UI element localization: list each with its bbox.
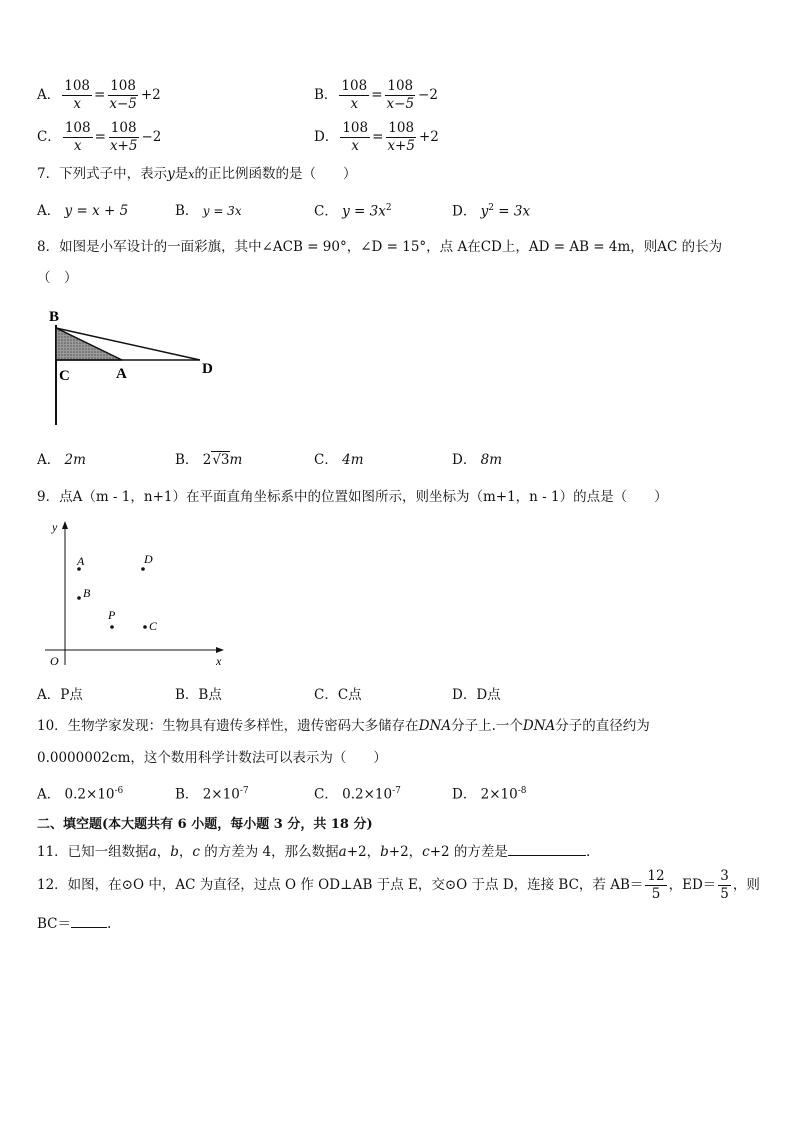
q7-option-a [37, 203, 128, 219]
denominator: 5 [720, 886, 729, 902]
q12-stem-line1 [37, 868, 760, 903]
q10-stem-line1 [37, 718, 650, 734]
origin-label: O [50, 654, 59, 668]
option-label: C． [314, 452, 338, 468]
numerator: 108 [342, 120, 369, 136]
numerator: 108 [387, 78, 414, 94]
label-a: A [116, 366, 127, 382]
q9-option-d: D．D点 [452, 687, 501, 703]
q9-stem: 9．点A（m - 1，n+1）在平面直角坐标系中的位置如图所示，则坐标为（m+1，n - 1）的点是（ ） [37, 489, 668, 505]
exponent: 2 [385, 203, 392, 213]
unit: m [229, 452, 243, 468]
coefficient: 2 [202, 452, 212, 468]
option-value: 8m [480, 452, 503, 468]
fraction [108, 120, 140, 155]
denominator: x [73, 138, 82, 154]
option-label: D． [452, 786, 477, 803]
equals: = [94, 129, 106, 146]
q10-option-d [452, 786, 527, 803]
fraction [385, 120, 417, 155]
q7-stem-end: 的正比例函数的是（ ） [194, 166, 357, 182]
q12-stem-line2 [37, 915, 111, 932]
q9-option-c: C．C点 [314, 687, 362, 703]
q6-option-a [37, 78, 161, 113]
equals: = [371, 87, 383, 104]
denominator: x+5 [109, 138, 138, 154]
separator: ， [156, 844, 171, 860]
denominator: x [350, 96, 359, 112]
var-a: a [148, 844, 157, 860]
q10-stem-line2: 0.0000002cm，这个数用科学计数法可以表示为（ ） [37, 750, 387, 766]
var-x: x [188, 168, 195, 181]
numerator: 108 [341, 78, 368, 94]
var-a: a [338, 844, 347, 860]
var-y: y [167, 166, 175, 182]
option-value: 4m [342, 452, 364, 468]
q11-text: +2 的方差是 [429, 844, 508, 860]
answer-blank[interactable] [71, 915, 107, 928]
option-label: D． [452, 452, 477, 468]
section-heading: 二、填空题(本大题共有 6 小题，每小题 3 分，共 18 分) [37, 817, 373, 832]
q12-text: ，ED＝ [668, 877, 717, 894]
option-value: y = 3x [202, 204, 242, 218]
q9-option-b: B．B点 [175, 687, 222, 703]
point-d [141, 567, 145, 571]
option-label: C． [314, 203, 338, 220]
equals: = [372, 129, 384, 146]
numerator: 108 [388, 120, 415, 136]
fraction-ab [645, 868, 666, 903]
option-label: C． [314, 786, 338, 803]
q7-option-c [314, 203, 392, 220]
q8-flag-figure [40, 303, 230, 428]
term-dna: DNA [418, 718, 452, 734]
q11-text: +2， [388, 844, 423, 860]
q6-option-b [314, 78, 438, 113]
fraction [63, 120, 93, 155]
answer-blank[interactable] [508, 843, 586, 856]
option-value-base: y [480, 203, 489, 220]
q11-stem [37, 843, 590, 860]
constant-term: +2 [140, 87, 161, 104]
numerator: 108 [110, 78, 136, 94]
denominator: x−5 [386, 96, 415, 112]
q7-option-b [175, 203, 242, 219]
option-value: 2m [64, 452, 86, 468]
exponent: -7 [392, 786, 401, 796]
option-label: D． [314, 129, 339, 146]
exponent: -8 [517, 786, 527, 796]
base: 0.2×10 [64, 786, 115, 803]
point-a-label: A [77, 554, 85, 568]
var-c: c [192, 844, 200, 860]
fraction [107, 78, 139, 113]
q8-option-d [452, 452, 502, 468]
point-d-label: D [144, 552, 153, 566]
exponent: -6 [114, 786, 124, 796]
q8-stem-line1: 8．如图是小军设计的一面彩旗，其中∠ACB = 90°，∠D = 15°，点 A在CD上，AD = AB = 4m，则AC 的长为 [37, 239, 723, 255]
label-d: D [202, 361, 213, 377]
q9-coordinate-figure [40, 515, 240, 675]
point-p [110, 625, 114, 629]
x-axis-label: x [216, 654, 222, 668]
q11-text: +2， [346, 844, 381, 860]
q12-text: ，则 [732, 877, 760, 894]
y-axis-arrow [62, 521, 68, 529]
period: . [107, 916, 112, 932]
option-label: A． [37, 87, 61, 104]
option-label: B． [175, 203, 199, 219]
q10-text: 10．生物学家发现：生物具有遗传多样性，遗传密码大多储存在 [37, 718, 419, 734]
denominator: x−5 [109, 96, 137, 112]
option-label: A． [37, 203, 61, 219]
q10-option-a [37, 786, 123, 803]
label-c: C [59, 368, 70, 384]
point-p-label: P [108, 608, 116, 622]
q8-stem-line2: （ ） [37, 270, 78, 286]
numerator: 108 [64, 120, 91, 136]
q12-text: 12．如图，在⊙O 中，AC 为直径，过点 O 作 OD⊥AB 于点 E，交⊙O 于点 D，连接 BC，若 AB＝ [37, 877, 644, 894]
constant-term: −2 [141, 129, 162, 146]
option-value-rest: = 3x [494, 203, 531, 220]
q7-stem-text: 7．下列式子中，表示 [37, 166, 168, 182]
q8-option-b [175, 452, 242, 468]
shaded-triangle-abc [56, 328, 122, 360]
numerator: 3 [720, 868, 729, 884]
option-label: C． [37, 129, 61, 146]
option-label: D． [452, 203, 477, 220]
q10-text: 分子上.一个 [451, 718, 523, 734]
point-b [77, 596, 81, 600]
fraction [340, 120, 370, 155]
fraction [339, 78, 369, 113]
fraction-ed [718, 868, 731, 903]
q6-option-c [37, 120, 161, 155]
separator: ， [178, 844, 193, 860]
constant-term: −2 [418, 87, 438, 104]
denominator: 5 [651, 886, 661, 902]
q12-text: BC＝ [37, 916, 72, 932]
q7-stem-mid: 是 [174, 166, 189, 182]
var-b: b [170, 844, 179, 860]
q8-option-c [314, 452, 364, 468]
option-label: B． [175, 786, 199, 803]
option-value: y = x + 5 [64, 203, 129, 219]
q7-stem [37, 166, 356, 182]
q10-option-c [314, 786, 401, 803]
label-b: B [49, 309, 60, 325]
option-value: y = 3x [342, 203, 386, 220]
q6-option-d [314, 120, 439, 155]
constant-term: +2 [418, 129, 439, 146]
fraction [385, 78, 417, 113]
q11-text: 的方差为 4，那么数据 [199, 844, 339, 860]
q7-option-d [452, 203, 530, 220]
var-c: c [422, 844, 430, 860]
q8-option-a [37, 452, 86, 468]
exponent: 2 [488, 203, 494, 213]
period: . [585, 844, 591, 860]
equals: = [94, 87, 106, 104]
numerator: 12 [647, 868, 665, 884]
base: 0.2×10 [342, 786, 393, 803]
numerator: 108 [64, 78, 91, 94]
point-b-label: B [83, 586, 91, 600]
base: 2×10 [480, 786, 518, 803]
q11-text: 11．已知一组数据 [37, 844, 149, 860]
var-b: b [380, 844, 389, 860]
x-axis-arrow [216, 647, 224, 653]
radicand: 3 [220, 452, 230, 468]
option-label: A． [37, 786, 61, 803]
q9-option-a: A．P点 [37, 687, 83, 703]
sqrt: √3 [212, 452, 230, 468]
base: 2×10 [202, 786, 240, 803]
denominator: x [73, 96, 81, 112]
term-dna: DNA [522, 718, 556, 734]
option-label: B． [314, 87, 338, 104]
option-label: A． [37, 452, 61, 468]
denominator: x [351, 138, 360, 154]
exponent: -7 [239, 786, 249, 796]
numerator: 108 [110, 120, 137, 136]
denominator: x+5 [387, 138, 415, 154]
option-label: B． [175, 452, 199, 468]
y-axis-label: y [52, 520, 58, 534]
fraction [62, 78, 92, 113]
point-c [143, 625, 147, 629]
q10-option-b [175, 786, 249, 803]
point-c-label: C [149, 619, 158, 633]
q10-text: 分子的直径约为 [555, 718, 650, 734]
